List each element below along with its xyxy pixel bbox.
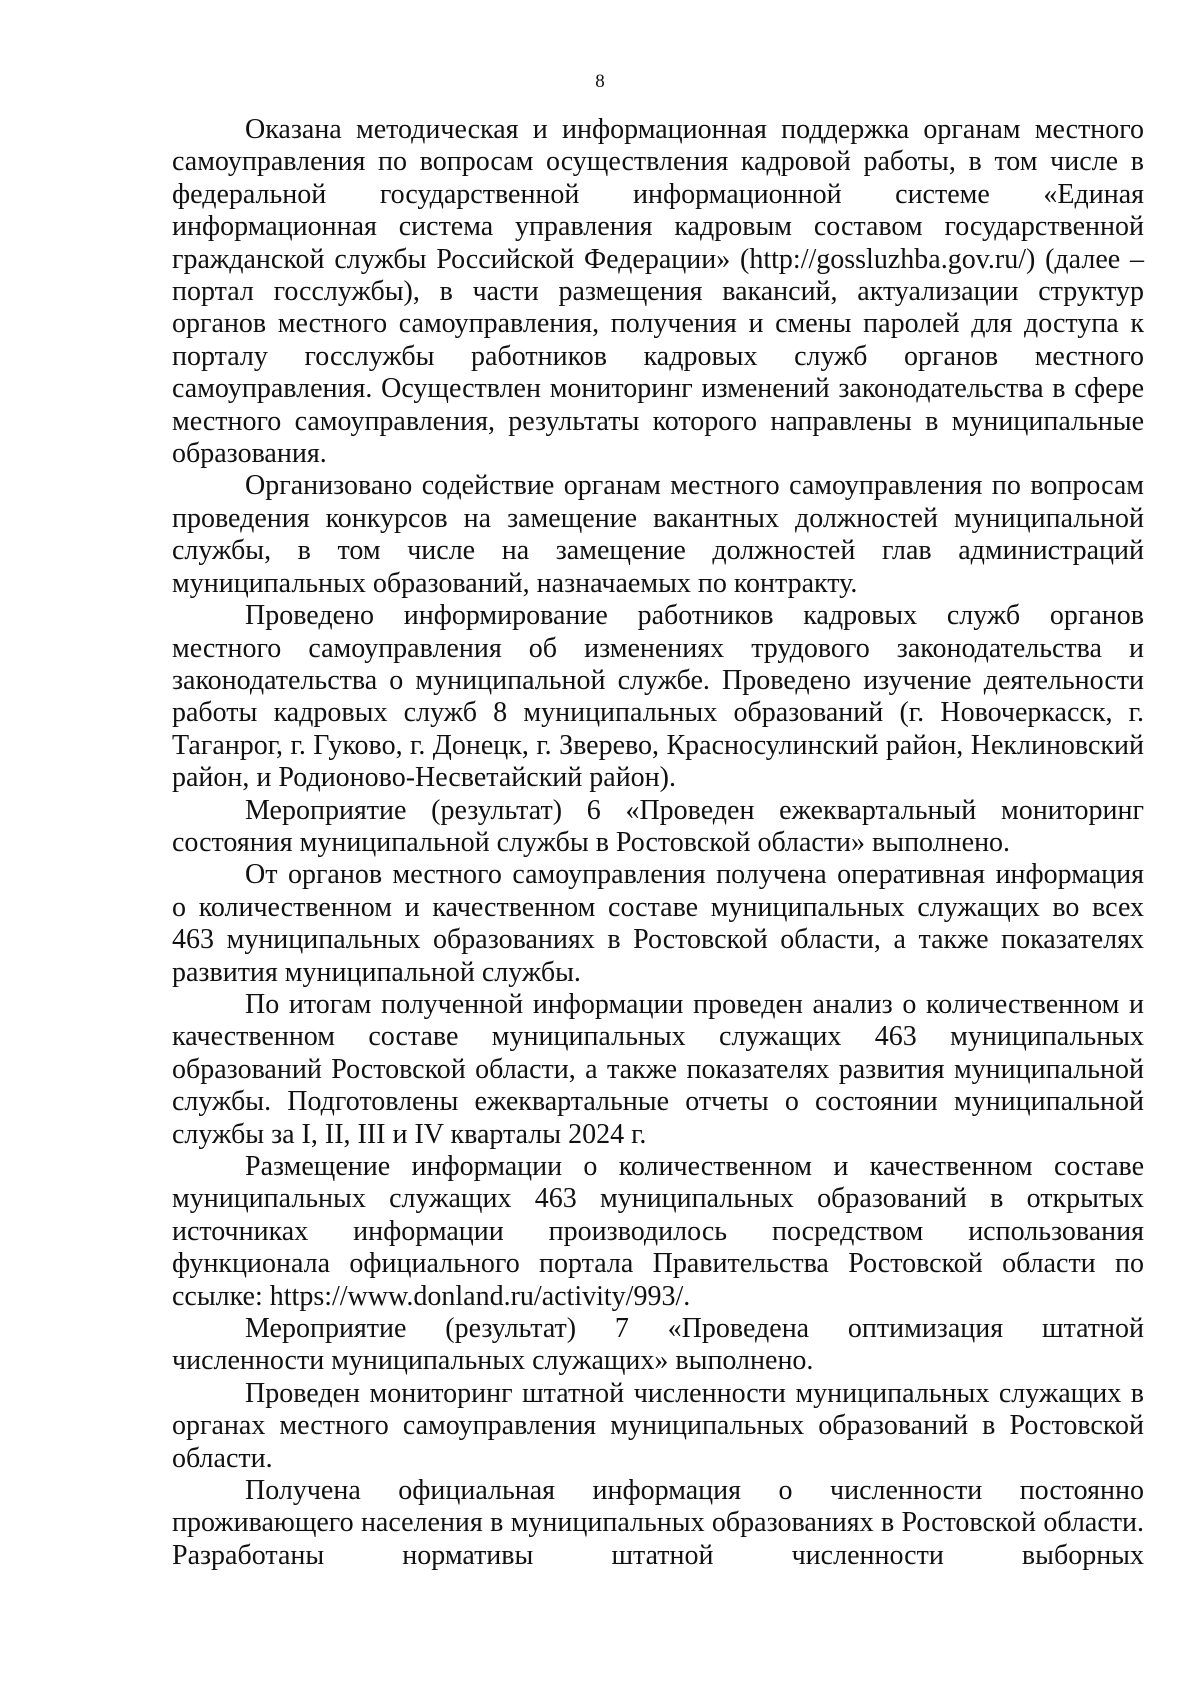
paragraph-population-info: Получена официальная информация о численности постоянно проживающего населения в муниципальных образованиях в Ростовской области. Разработаны нормативы штатной численности выборных — [172, 1475, 1144, 1571]
paragraph-measure-7: Мероприятие (результат) 7 «Проведена оптимизация штатной численности муниципальных служащих» выполнено. — [172, 1313, 1144, 1377]
paragraph-hr-informing: Проведено информирование работников кадровых служб органов местного самоуправления об изменениях трудового законодательства и законодательства о муниципальной службе. Проведено изучение деятельности работы кадровых служб 8 муниципальных образований (г. Новочеркасск, г. Таганрог, г. Гуково, г. Донецк, г. Зверево, Красносулинский район, Неклиновский район, и Родионово-Несветайский район). — [172, 600, 1144, 794]
document-body — [172, 114, 1144, 1572]
paragraph-methodological-support: Оказана методическая и информационная поддержка органам местного самоуправления по вопросам осуществления кадровой работы, в том числе в федеральной государственной информационной системе «Единая информационная система управления кадровым составом государственной гражданской службы Российской Федерации» (http://gossluzhba.gov.ru/) (далее – портал госслужбы), в части размещения вакансий, актуализации структур органов местного самоуправления, получения и смены паролей для доступа к порталу госслужбы работников кадровых служб органов местного самоуправления. Осуществлен мониторинг изменений законодательства в сфере местного самоуправления, результаты которого направлены в муниципальные образования. — [172, 114, 1144, 470]
paragraph-operational-info: От органов местного самоуправления получена оперативная информация о количественном и качественном составе муниципальных служащих во всех 463 муниципальных образованиях в Ростовской области, а также показателях развития муниципальной службы. — [172, 859, 1144, 988]
paragraph-staff-monitoring: Проведен мониторинг штатной численности муниципальных служащих в органах местного самоуправления муниципальных образований в Ростовской области. — [172, 1377, 1144, 1474]
page-number: 8 — [595, 71, 605, 92]
paragraph-measure-6: Мероприятие (результат) 6 «Проведен ежеквартальный мониторинг состояния муниципальной службы в Ростовской области» выполнено. — [172, 794, 1144, 858]
paragraph-analysis: По итогам полученной информации проведен анализ о количественном и качественном составе муниципальных служащих 463 муниципальных образований Ростовской области, а также показателях развития муниципальной службы. Подготовлены ежеквартальные отчеты о состоянии муниципальной службы за I, II, III и IV кварталы 2024 г. — [172, 988, 1144, 1150]
paragraph-open-sources: Размещение информации о количественном и качественном составе муниципальных служащих 463 муниципальных образований в открытых источниках информации производилось посредством использования функционала официального портала Правительства Ростовской области по ссылке: https://www.donland.ru/activity/993/. — [172, 1151, 1144, 1312]
paragraph-competition-assistance: Организовано содействие органам местного самоуправления по вопросам проведения конкурсов на замещение вакантных должностей муниципальной службы, в том числе на замещение должностей глав администраций муниципальных образований, назначаемых по контракту. — [172, 470, 1144, 599]
